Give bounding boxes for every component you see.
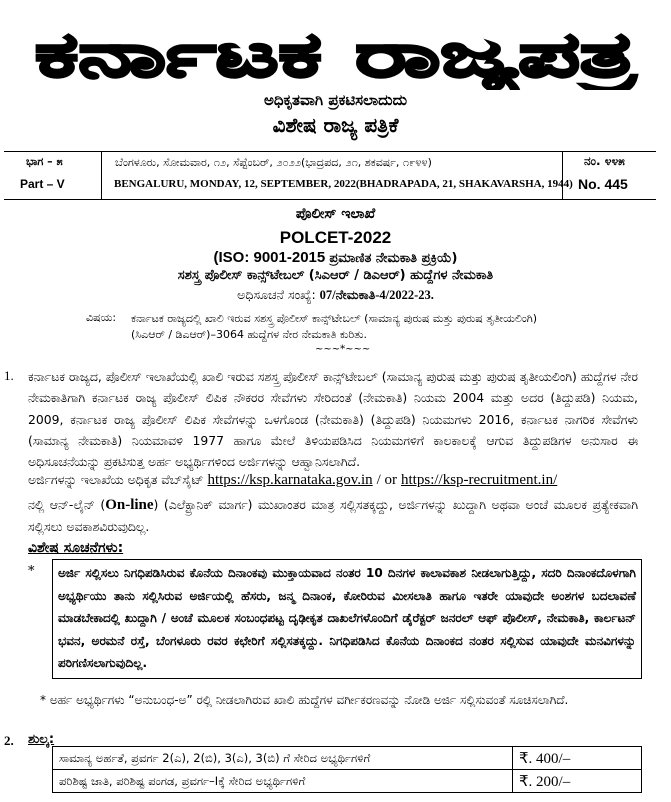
apply-online-prefix: ನಲ್ಲಿ ಆನ್-ಲೈನ್ ( (28, 497, 106, 512)
fee-amount: ₹. 200/– (513, 770, 642, 793)
date-line-kannada: ಬೆಂಗಳೂರು, ಸೋಮವಾರ, ೧೨, ಸೆಪ್ಟೆಂಬರ್, ೨೦೨೨(ಭಾದ್ರಪದ, ೨೧, ಶಕವರ್ಷ, ೧೯೪೪) (115, 156, 432, 169)
apply-online-suffix: ) (ಎಲೆಕ್ಟ್ರಾನಿಕ್ ಮಾರ್ಗ) ಮುಖಾಂತರ ಮಾತ್ರ ಸಲ್ಲಿಸತಕ್ಕದ್ದು, ಅರ್ಜಿಗಳನ್ನು ಖುದ್ದಾಗಿ ಅಥವಾ ಅಂಚೆ ಮೂಲಕ ಪ್ರತ್ಯೇಕವಾಗಿ ಸಲ್ಲಿಸಲು ಅವಕಾಶವಿರುವುದಿಲ್ಲ. (28, 497, 638, 534)
table-row (53, 747, 642, 770)
paragraph-number: 1. (4, 368, 14, 383)
masthead-edition: ವಿಶೇಷ ರಾಜ್ಯ ಪತ್ರಿಕೆ (272, 113, 399, 137)
fee-section-number: 2. (4, 733, 14, 748)
masthead-title: ಕರ್ನಾಟಕ ರಾಜ್ಯಪತ್ರ (35, 18, 422, 90)
fee-amount: ₹. 400/– (513, 747, 642, 770)
website-link-2[interactable]: https://ksp-recruitment.in/ (401, 472, 558, 488)
apply-website-line (28, 472, 638, 489)
subject-text: ಕರ್ನಾಟಕ ರಾಜ್ಯದಲ್ಲಿ ಖಾಲಿ ಇರುವ ಸಶಸ್ತ್ರ ಪೊಲೀಸ್ ಕಾನ್ಸ್‌ಟೇಬಲ್ (ಸಾಮಾನ್ಯ ಪುರುಷ ಮತ್ತು ಪುರುಷ ತೃತೀಯಲಿಂಗಿ) (ಸಿಎಆರ್ / ಡಿಎಆರ್)–3064 ಹುದ್ದೆಗಳ ನೇರ ನೇಮಕಾತಿ ಕುರಿತು. (131, 312, 538, 341)
date-line-english: BENGALURU, MONDAY, 12, SEPTEMBER, 2022(BHADRAPADA, 21, SHAKAVARSHA, 1944) (114, 178, 573, 190)
link-separator: / or (376, 472, 398, 488)
fee-table (52, 746, 642, 793)
section-divider: ~~~*~~~ (315, 344, 371, 355)
apply-online-text (28, 494, 638, 537)
issue-number-english: No. 445 (578, 176, 628, 192)
special-instruction-1: ಅರ್ಜಿ ಸಲ್ಲಿಸಲು ನಿಗಧಿಪಡಿಸಿರುವ ಕೊನೆಯ ದಿನಾಂಕವು ಮುಕ್ತಾಯವಾದ ನಂತರ 10 ದಿನಗಳ ಕಾಲಾವಕಾಶ ನೀಡಲಾಗುತ್ತಿದ್ದು, ಸದರಿ ದಿನಾಂಕದೊಳಗಾಗಿ ಅಭ್ಯರ್ಥಿಯು ತಾನು ಸಲ್ಲಿಸಿರುವ ಅರ್ಜಿಯಲ್ಲಿ ಹೆಸರು, ಜನ್ಮ ದಿನಾಂಕ, ಕೋರಿರುವ ಮೀಸಲಾತಿ ಹಾಗೂ ಇತರೇ ಯಾವುದೇ ಅಂಶಗಳ ಬದಲಾವಣೆ ಮಾಡಬೇಕಾದಲ್ಲಿ ಖುದ್ದಾಗಿ / ಅಂಚೆ ಮೂಲಕ ಸಂಬಂಧಪಟ್ಟ ದೃಢೀಕೃತ ದಾಖಲೆಗಳೊಂದಿಗೆ ಡೈರೆಕ್ಟರ್ ಜನರಲ್ ಆಫ್ ಪೊಲೀಸ್, ನೇಮಕಾತಿ, ಕಾರ್ಲಟನ್ ಭವನ, ಅರಮನೆ ರಸ್ತೆ, ಬೆಂಗಳೂರು ರವರ ಕಛೇರಿಗೆ ಸಲ್ಲಿಸತಕ್ಕದ್ದು. ನಿಗಧಿಪಡಿಸಿದ ಕೊನೆಯ ದಿನಾಂಕದ ನಂತರ ಸಲ್ಲಿಸುವ ಯಾವುದೇ ಮನವಿಗಳನ್ನು ಪರಿಗಣಿಸಲಾಗುವುದಿಲ್ಲ. (58, 566, 636, 670)
special-instructions-heading: ವಿಶೇಷ ಸೂಚನೆಗಳು: (28, 540, 124, 556)
table-row (53, 770, 642, 793)
fee-category: ಸಾಮಾನ್ಯ ಅರ್ಹತೆ, ಪ್ರವರ್ಗ 2(ಎ), 2(ಬಿ), 3(ಎ), 3(ಬಿ) ಗೆ ಸೇರಿದ ಅಭ್ಯರ್ಥಿಗಳಿಗೆ (53, 747, 513, 770)
issue-number-kannada: ನಂ. ೪೪೫ (584, 154, 625, 168)
notification-label: ಅಧಿಸೂಚನೆ ಸಂಖ್ಯೆ: (237, 287, 316, 302)
masthead-subtitle: ಅಧಿಕೃತವಾಗಿ ಪ್ರಕಟಿಸಲಾದುದು (263, 91, 408, 109)
part-label-kannada: ಭಾಗ – ೫ (26, 155, 63, 168)
subject-label: ವಿಷಯ: (86, 311, 117, 324)
polcet-code: POLCET-2022 (279, 228, 392, 247)
department-title: ಪೊಲೀಸ್ ಇಲಾಖೆ (295, 206, 376, 222)
online-emphasis: On-line (105, 497, 154, 513)
notification-number (0, 287, 671, 303)
notification-value: 07/ನೇಮಕಾತಿ-4/2022-23. (319, 288, 434, 302)
gazette-masthead (0, 0, 671, 90)
website-link-1[interactable]: https://ksp.karnataka.gov.in (207, 472, 373, 488)
iso-line (0, 249, 671, 266)
header-divider-right (562, 151, 563, 200)
bullet-star: * (28, 564, 35, 579)
part-label-english: Part – V (20, 177, 65, 191)
fee-heading: ಶುಲ್ಕ: (28, 732, 55, 747)
recruitment-title: ಸಶಸ್ತ್ರ ಪೊಲೀಸ್ ಕಾನ್ಸ್‌ಟೇಬಲ್ (ಸಿಎಆರ್ / ಡಿಎಆರ್) ಹುದ್ದೆಗಳ ನೇಮಕಾತಿ (177, 268, 494, 283)
header-divider-left (101, 151, 102, 200)
paragraph-1: ಕರ್ನಾಟಕ ರಾಜ್ಯದ, ಪೊಲೀಸ್ ಇಲಾಖೆಯಲ್ಲಿ ಖಾಲಿ ಇರುವ ಸಶಸ್ತ್ರ ಪೊಲೀಸ್ ಕಾನ್ಸ್‌ಟೇಬಲ್ (ಸಾಮಾನ್ಯ ಪುರುಷ ಮತ್ತು ಪುರುಷ ತೃತೀಯಲಿಂಗಿ) ಹುದ್ದೆಗಳ ನೇರ ನೇಮಕಾತಿಗಾಗಿ ಕರ್ನಾಟಕ ರಾಜ್ಯ ಪೊಲೀಸ್ ಲಿಪಿಕ ನೌಕರರ ಸೇವೆಗಳು ಸೇರಿದಂತೆ (ನೇಮಕಾತಿ) ನಿಯಮ 2004 ಮತ್ತು ಅದರ (ತಿದ್ದುಪಡಿ) ನಿಯಮ, 2009, ಕರ್ನಾಟಕ ರಾಜ್ಯ ಪೊಲೀಸ್ ಲಿಪಿಕ ಸೇವೆಗಳನ್ನು ಒಳಗೊಂಡ (ನೇಮಕಾತಿ) (ತಿದ್ದುಪಡಿ) ನಿಯಮಗಳು 2016, ಕರ್ನಾಟಕ ನಾಗರಿಕ ಸೇವೆಗಳು (ಸಾಮಾನ್ಯ ನೇಮಕಾತಿ) ನಿಯಮಾವಳಿ 1977 ಹಾಗೂ ಮೇಲೆ ತಿಳಿಯಪಡಿಸಿದ ನಿಯಮಗಳಿಗೆ ಕಾಲಕಾಲಕ್ಕೆ ಆಗುವ ತಿದ್ದುಪಡಿಗಳ ಅನುಸಾರ ಈ ಅಧಿಸೂಚನೆಯನ್ನು ಪ್ರಕಟಿಸುತ್ತ ಅರ್ಹ ಅಭ್ಯರ್ಥಿಗಳಿಂದ ಅರ್ಜಿಗಳನ್ನು ಆಹ್ವಾನಿಸಲಾಗಿದೆ. (28, 369, 638, 470)
iso-text: (ISO: 9001-2015 (213, 249, 326, 266)
iso-text-kannada: ಪ್ರಮಾಣಿತ ನೇಮಕಾತಿ ಪ್ರಕ್ರಿಯೆ) (329, 251, 458, 266)
apply-prefix: ಅರ್ಜಿಗಳನ್ನು ಇಲಾಖೆಯ ಅಧಿಕೃತ ವೆಬ್‌ಸೈಟ್ (28, 472, 204, 487)
special-instruction-2: * ಅರ್ಹ ಅಭ್ಯರ್ಥಿಗಳು “ಅನುಬಂಧ-ಅ” ರಲ್ಲಿ ನೀಡಲಾಗಿರುವ ಖಾಲಿ ಹುದ್ದೆಗಳ ವರ್ಗೀಕರಣವನ್ನು ನೋಡಿ ಅರ್ಜಿ ಸಲ್ಲಿಸುವಂತೆ ಸೂಚಿಸಲಾಗಿದೆ. (40, 693, 569, 707)
fee-category: ಪರಿಶಿಷ್ಟ ಜಾತಿ, ಪರಿಶಿಷ್ಟ ಪಂಗಡ, ಪ್ರವರ್ಗ–Iಕ್ಕೆ ಸೇರಿದ ಅಭ್ಯರ್ಥಿಗಳಿಗೆ (53, 770, 513, 793)
